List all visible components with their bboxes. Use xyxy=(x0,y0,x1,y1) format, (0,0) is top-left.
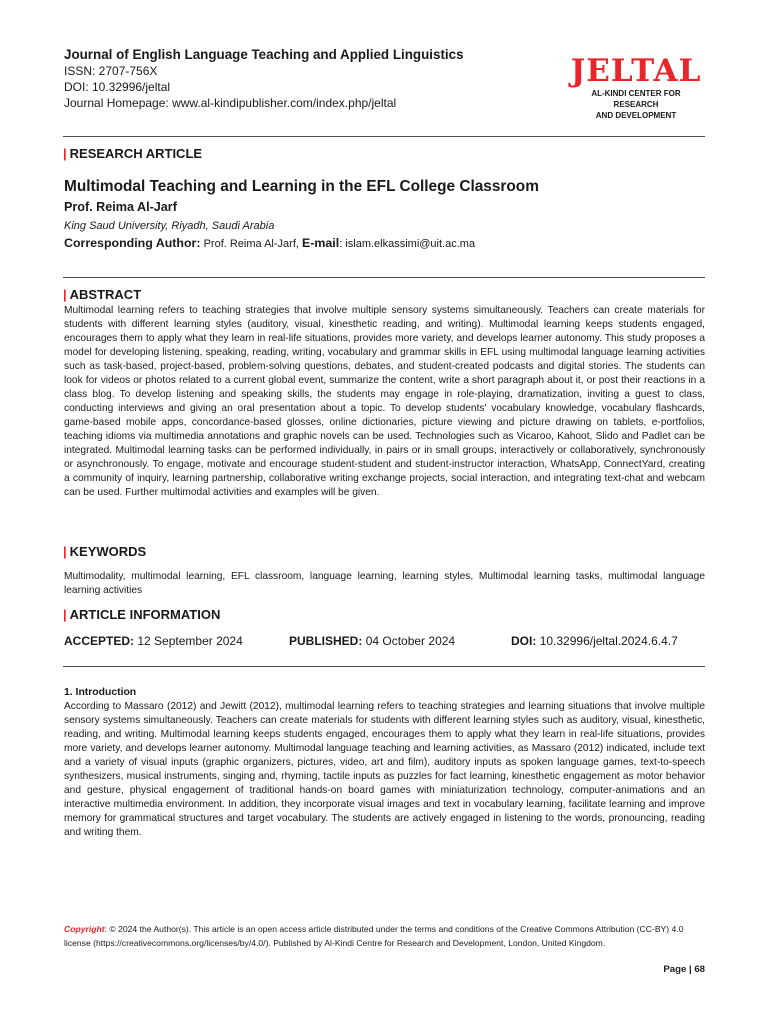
journal-logo xyxy=(568,54,704,121)
keywords-text: Multimodality, multimodal learning, EFL classroom, language learning, learning styles, Multimodal learning tasks, multimodal language learning activities xyxy=(64,571,705,596)
journal-doi: DOI: 10.32996/jeltal xyxy=(64,80,171,94)
section-bar: | xyxy=(63,544,67,559)
keywords-heading-label: KEYWORDS xyxy=(69,544,147,559)
article-info-row xyxy=(64,633,705,649)
page-number xyxy=(663,964,705,976)
page-separator: | xyxy=(688,964,692,975)
corresponding-label: Corresponding Author: xyxy=(64,236,201,250)
journal-homepage[interactable]: Journal Homepage: www.al-kindipublisher.com/index.php/jeltal xyxy=(64,96,397,110)
copyright-text: © 2024 the Author(s). This article is an open access article distributed under the terms and conditions of the Creative Commons Attribution (CC-BY) 4.0 license (https://creativecommons.org/licenses/by/4.0/). Published by Al-Kindi Centre for Research and Development, London, United Kingdom. xyxy=(64,924,684,949)
page-label: Page xyxy=(663,964,687,975)
email-colon: : xyxy=(339,238,343,250)
author-name: Prof. Reima Al-Jarf xyxy=(64,200,177,214)
section-bar: | xyxy=(63,287,67,302)
accepted-info xyxy=(64,633,243,649)
copyright-label: Copyright xyxy=(64,924,105,934)
doi-label: DOI: xyxy=(511,634,537,648)
article-info-heading xyxy=(63,607,220,623)
published-label: PUBLISHED: xyxy=(289,634,363,648)
section-bar: | xyxy=(63,607,67,622)
accepted-label: ACCEPTED: xyxy=(64,634,135,648)
page-number-value: 68 xyxy=(694,964,705,975)
corresponding-author xyxy=(64,236,475,252)
abstract-text: Multimodal learning refers to teaching strategies that involve multiple sensory systems simultaneously. Teachers can create materials for students with different learning styles (auditory, visual, kinesthetic reading, and writing). Multimodal learning keeps students engaged, encourages them to apply what they learn in real-life situations, provides more variety, and develops learner autonomy. This study proposes a model for developing listening, speaking, reading, writing, vocabulary and grammar skills in EFL using multimodal language learning activities such as task-based, project-based, problem-solving questions, debates, and student-created podcasts and digital stories. The students can look for videos or photos related to a current global event, summarize the content, write a short paragraph about it, or post their reactions in a class blog. To develop listening and speaking skills, the students may engage in role-playing, dramatization, inviting a guest to class, conducting interviews and giving an oral presentation about a topic. To develop students' vocabulary knowledge, vocabulary flashcards, game-based mobile apps, concordance-based glosses, online dictionaries, picture viewing and picture drawing on tablets, e-portfolios, teaching idioms via multimedia annotations and graphic novels can be used. Technologies such as Vicaroo, Kahoot, Slido and Padlet can be integrated. Multimodal learning tasks can be performed individually, in pairs or in small groups, interactively or collaboratively, synchronously or asynchronously. To engage, motivate and encourage student-student and student-instructor interaction, WhatsApp, ConnectYard, creating a community of inquiry, learning partnership, collaborative writing exchange projects, social interaction, and integrating text-chat and webcam can be used. Further multimodal activities and examples will be given. xyxy=(64,305,705,498)
article-type-label: RESEARCH ARTICLE xyxy=(69,146,203,161)
published-date: 04 October 2024 xyxy=(365,634,456,648)
article-type-heading xyxy=(63,146,202,162)
section-bar: | xyxy=(63,146,67,161)
journal-header xyxy=(64,46,704,118)
article-title: Multimodal Teaching and Learning in the EFL College Classroom xyxy=(64,178,539,195)
introduction-heading: 1. Introduction xyxy=(64,687,137,698)
logo-subtitle-line1: AL-KINDI CENTER FOR RESEARCH xyxy=(591,89,681,109)
accepted-date: 12 September 2024 xyxy=(137,634,243,648)
article-info-heading-label: ARTICLE INFORMATION xyxy=(69,607,221,622)
introduction-text: According to Massaro (2012) and Jewitt (2012), multimodal learning refers to teaching strategies and learning situations that involve multiple sensory systems simultaneously. Teachers can create materials for students with different learning styles such as auditory, visual, kinesthetic, reading, and writing. Multimodal learning keeps students engaged, encourages them to apply what they learn in real-life situations, provides more variety, and develops learner autonomy. Multimodal language teaching and learning activities, as Massaro (2012) indicated, include text and a variety of visual inputs (graphic organizers, pictures, video, art and film), auditory inputs as spoken language games, text-to-speech synthesizers, musical instruments, singing and, rhyming, tactile inputs as puzzles for fact learning, kinesthetic engagement as motor behavior and gesture, physical engagement of traditional hands-on board games with miniaturization technology, computer-animations and an interactive multimedia environment. In addition, they incorporate visual images and text in vocabulary learning, facilitate learning and improve memory for grammatical structures and target vocabulary. The students are actively engaged in listening to the words, pronouncing, reading and writing them. xyxy=(64,701,705,838)
logo-subtitle-line2: AND DEVELOPMENT xyxy=(595,111,677,120)
abstract-heading xyxy=(63,287,141,303)
article-doi[interactable]: 10.32996/jeltal.2024.6.4.7 xyxy=(539,634,678,648)
email-label: E-mail xyxy=(302,236,340,250)
corresponding-email[interactable]: islam.elkassimi@uit.ac.ma xyxy=(345,238,476,250)
header-rule xyxy=(63,136,705,137)
info-rule xyxy=(63,666,705,667)
published-info xyxy=(289,633,455,649)
copyright-footer xyxy=(64,922,692,951)
copyright-colon: : xyxy=(104,924,107,934)
keywords-heading xyxy=(63,544,146,560)
abstract-rule xyxy=(63,277,705,278)
doi-info xyxy=(511,633,678,649)
logo-mark: JELTAL xyxy=(570,53,702,89)
author-affiliation: King Saud University, Riyadh, Saudi Arabia xyxy=(64,220,275,232)
journal-name: Journal of English Language Teaching and Applied Linguistics xyxy=(64,47,464,62)
abstract-heading-label: ABSTRACT xyxy=(69,287,142,302)
corresponding-name: Prof. Reima Al-Jarf, xyxy=(203,238,299,250)
journal-issn: ISSN: 2707-756X xyxy=(64,64,158,78)
